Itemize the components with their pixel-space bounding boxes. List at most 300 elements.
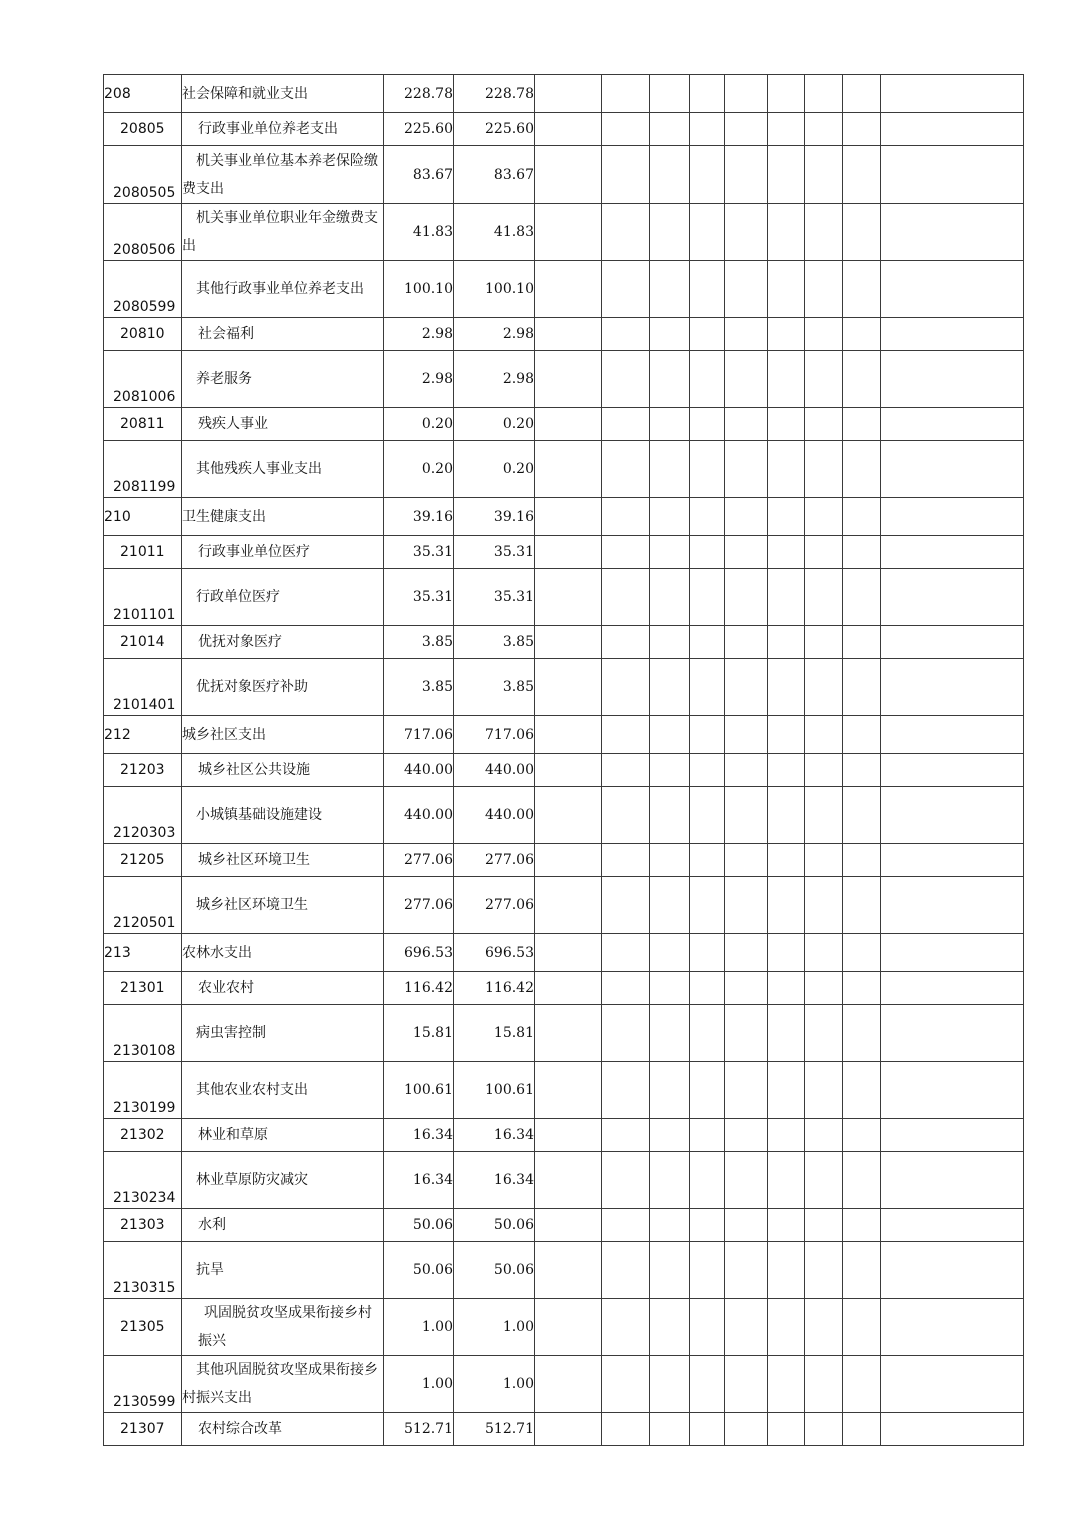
basic-amount-cell: 50.06 (454, 1209, 535, 1242)
empty-cell (881, 318, 1024, 351)
total-amount-cell: 1.00 (384, 1299, 454, 1356)
basic-amount-cell: 16.34 (454, 1152, 535, 1209)
empty-cell (805, 934, 843, 972)
subject-name-cell (182, 261, 384, 318)
empty-cell (650, 351, 690, 408)
total-amount-cell: 277.06 (384, 844, 454, 877)
basic-amount-cell: 50.06 (454, 1242, 535, 1299)
empty-cell (535, 318, 602, 351)
empty-cell (881, 716, 1024, 754)
empty-cell (843, 1152, 881, 1209)
total-amount-cell: 2.98 (384, 351, 454, 408)
empty-cell (535, 877, 602, 934)
table-row (104, 351, 1024, 408)
empty-cell (690, 146, 725, 204)
empty-cell (768, 1242, 805, 1299)
subject-code-cell: 2120303 (104, 787, 182, 844)
total-amount-cell: 41.83 (384, 204, 454, 261)
subject-name-cell (182, 754, 384, 787)
empty-cell (768, 318, 805, 351)
basic-amount-cell: 440.00 (454, 754, 535, 787)
empty-cell (650, 1119, 690, 1152)
empty-cell (602, 844, 650, 877)
subject-code-cell: 21307 (104, 1413, 182, 1446)
subject-name-cell (182, 1413, 384, 1446)
empty-cell (690, 441, 725, 498)
empty-cell (650, 261, 690, 318)
basic-amount-cell: 225.60 (454, 113, 535, 146)
empty-cell (725, 1242, 768, 1299)
empty-cell (602, 441, 650, 498)
empty-cell (602, 1299, 650, 1356)
empty-cell (602, 877, 650, 934)
empty-cell (805, 75, 843, 113)
subject-code-cell: 2130599 (104, 1356, 182, 1413)
total-amount-cell: 100.10 (384, 261, 454, 318)
subject-code-cell: 213 (104, 934, 182, 972)
subject-code-cell: 2130315 (104, 1242, 182, 1299)
empty-cell (805, 972, 843, 1005)
empty-cell (805, 113, 843, 146)
empty-cell (881, 408, 1024, 441)
empty-cell (602, 569, 650, 626)
empty-cell (690, 351, 725, 408)
empty-cell (650, 146, 690, 204)
empty-cell (843, 113, 881, 146)
empty-cell (602, 1152, 650, 1209)
empty-cell (725, 569, 768, 626)
subject-name-cell (182, 1209, 384, 1242)
empty-cell (768, 351, 805, 408)
empty-cell (602, 1209, 650, 1242)
empty-cell (881, 787, 1024, 844)
empty-cell (843, 1356, 881, 1413)
total-amount-cell: 100.61 (384, 1062, 454, 1119)
empty-cell (535, 1242, 602, 1299)
total-amount-cell: 440.00 (384, 787, 454, 844)
empty-cell (535, 1062, 602, 1119)
empty-cell (768, 1119, 805, 1152)
subject-code-cell: 21205 (104, 844, 182, 877)
empty-cell (768, 441, 805, 498)
subject-name-text: 农村综合改革 (198, 1421, 282, 1437)
empty-cell (690, 408, 725, 441)
table-row (104, 1356, 1024, 1413)
empty-cell (768, 716, 805, 754)
empty-cell (602, 1005, 650, 1062)
subject-name-text: 其他巩固脱贫攻坚成果衔接乡村振兴支出 (182, 1362, 378, 1406)
subject-name-text: 城乡社区支出 (182, 726, 266, 743)
empty-cell (805, 569, 843, 626)
total-amount-cell: 39.16 (384, 498, 454, 536)
empty-cell (805, 1152, 843, 1209)
subject-name-cell (182, 498, 384, 536)
empty-cell (725, 787, 768, 844)
subject-code-cell: 2081199 (104, 441, 182, 498)
empty-cell (843, 716, 881, 754)
table-row (104, 1152, 1024, 1209)
subject-name-cell (182, 204, 384, 261)
subject-code-cell: 2120501 (104, 877, 182, 934)
total-amount-cell: 0.20 (384, 408, 454, 441)
subject-code-cell: 21203 (104, 754, 182, 787)
empty-cell (602, 408, 650, 441)
empty-cell (725, 498, 768, 536)
total-amount-cell: 50.06 (384, 1242, 454, 1299)
empty-cell (768, 408, 805, 441)
basic-amount-cell: 35.31 (454, 569, 535, 626)
subject-name-text: 社会福利 (198, 326, 254, 342)
total-amount-cell: 35.31 (384, 536, 454, 569)
subject-name-text: 优抚对象医疗补助 (196, 679, 308, 695)
empty-cell (690, 1299, 725, 1356)
empty-cell (805, 204, 843, 261)
subject-code-cell: 212 (104, 716, 182, 754)
empty-cell (881, 626, 1024, 659)
subject-name-text: 农业农村 (198, 980, 254, 996)
empty-cell (725, 536, 768, 569)
total-amount-cell: 225.60 (384, 113, 454, 146)
empty-cell (535, 498, 602, 536)
empty-cell (690, 75, 725, 113)
empty-cell (535, 787, 602, 844)
empty-cell (881, 844, 1024, 877)
empty-cell (881, 536, 1024, 569)
empty-cell (725, 844, 768, 877)
basic-amount-cell: 1.00 (454, 1299, 535, 1356)
empty-cell (725, 626, 768, 659)
empty-cell (725, 1062, 768, 1119)
empty-cell (843, 204, 881, 261)
table-row (104, 934, 1024, 972)
basic-amount-cell: 39.16 (454, 498, 535, 536)
empty-cell (602, 536, 650, 569)
empty-cell (690, 1005, 725, 1062)
basic-amount-cell: 16.34 (454, 1119, 535, 1152)
subject-name-text: 林业草原防灾减灾 (196, 1172, 308, 1188)
total-amount-cell: 116.42 (384, 972, 454, 1005)
table-row (104, 498, 1024, 536)
empty-cell (725, 754, 768, 787)
subject-code-cell: 2081006 (104, 351, 182, 408)
table-row (104, 408, 1024, 441)
empty-cell (690, 569, 725, 626)
empty-cell (805, 318, 843, 351)
table-row (104, 1005, 1024, 1062)
subject-code-cell: 21303 (104, 1209, 182, 1242)
empty-cell (690, 261, 725, 318)
subject-name-text: 农林水支出 (182, 944, 252, 961)
empty-cell (602, 972, 650, 1005)
empty-cell (843, 75, 881, 113)
empty-cell (805, 408, 843, 441)
empty-cell (602, 1413, 650, 1446)
empty-cell (650, 1005, 690, 1062)
empty-cell (602, 113, 650, 146)
table-row (104, 626, 1024, 659)
empty-cell (881, 1209, 1024, 1242)
empty-cell (768, 1062, 805, 1119)
table-row (104, 659, 1024, 716)
basic-amount-cell: 0.20 (454, 441, 535, 498)
empty-cell (805, 1062, 843, 1119)
empty-cell (690, 1062, 725, 1119)
empty-cell (725, 1209, 768, 1242)
empty-cell (690, 787, 725, 844)
empty-cell (768, 659, 805, 716)
empty-cell (535, 1005, 602, 1062)
empty-cell (805, 1119, 843, 1152)
empty-cell (602, 1356, 650, 1413)
empty-cell (650, 75, 690, 113)
basic-amount-cell: 100.61 (454, 1062, 535, 1119)
empty-cell (650, 626, 690, 659)
empty-cell (881, 934, 1024, 972)
empty-cell (535, 146, 602, 204)
table-row (104, 146, 1024, 204)
empty-cell (805, 498, 843, 536)
subject-code-cell: 208 (104, 75, 182, 113)
empty-cell (805, 146, 843, 204)
budget-table (103, 74, 1024, 1446)
empty-cell (843, 787, 881, 844)
empty-cell (535, 351, 602, 408)
empty-cell (881, 146, 1024, 204)
subject-name-cell (182, 1152, 384, 1209)
empty-cell (535, 1356, 602, 1413)
empty-cell (805, 659, 843, 716)
subject-name-cell (182, 1356, 384, 1413)
empty-cell (725, 1413, 768, 1446)
empty-cell (535, 261, 602, 318)
empty-cell (650, 536, 690, 569)
empty-cell (768, 844, 805, 877)
subject-name-text: 其他残疾人事业支出 (196, 461, 322, 477)
empty-cell (881, 1062, 1024, 1119)
subject-name-cell (182, 1299, 384, 1356)
subject-name-text: 林业和草原 (198, 1127, 268, 1143)
subject-code-cell: 20805 (104, 113, 182, 146)
total-amount-cell: 3.85 (384, 659, 454, 716)
table-row (104, 716, 1024, 754)
empty-cell (768, 1005, 805, 1062)
empty-cell (805, 1209, 843, 1242)
empty-cell (768, 113, 805, 146)
empty-cell (690, 659, 725, 716)
empty-cell (881, 659, 1024, 716)
empty-cell (535, 569, 602, 626)
empty-cell (725, 318, 768, 351)
empty-cell (725, 972, 768, 1005)
empty-cell (843, 536, 881, 569)
empty-cell (650, 569, 690, 626)
total-amount-cell: 1.00 (384, 1356, 454, 1413)
empty-cell (843, 1209, 881, 1242)
empty-cell (535, 972, 602, 1005)
empty-cell (725, 877, 768, 934)
empty-cell (690, 754, 725, 787)
empty-cell (690, 716, 725, 754)
empty-cell (768, 536, 805, 569)
subject-code-cell: 2101401 (104, 659, 182, 716)
subject-code-cell: 21014 (104, 626, 182, 659)
empty-cell (725, 261, 768, 318)
subject-name-text: 机关事业单位职业年金缴费支出 (182, 210, 378, 254)
basic-amount-cell: 228.78 (454, 75, 535, 113)
empty-cell (650, 498, 690, 536)
total-amount-cell: 228.78 (384, 75, 454, 113)
table-row (104, 1413, 1024, 1446)
total-amount-cell: 3.85 (384, 626, 454, 659)
empty-cell (843, 972, 881, 1005)
subject-name-cell (182, 659, 384, 716)
empty-cell (843, 408, 881, 441)
empty-cell (690, 1152, 725, 1209)
empty-cell (725, 1119, 768, 1152)
total-amount-cell: 696.53 (384, 934, 454, 972)
subject-code-cell: 21301 (104, 972, 182, 1005)
basic-amount-cell: 440.00 (454, 787, 535, 844)
subject-name-cell (182, 569, 384, 626)
empty-cell (881, 1299, 1024, 1356)
empty-cell (690, 113, 725, 146)
empty-cell (650, 204, 690, 261)
empty-cell (725, 934, 768, 972)
empty-cell (535, 204, 602, 261)
basic-amount-cell: 2.98 (454, 318, 535, 351)
empty-cell (881, 1356, 1024, 1413)
subject-name-text: 小城镇基础设施建设 (196, 807, 322, 823)
total-amount-cell: 2.98 (384, 318, 454, 351)
empty-cell (725, 1299, 768, 1356)
basic-amount-cell: 83.67 (454, 146, 535, 204)
empty-cell (690, 972, 725, 1005)
basic-amount-cell: 277.06 (454, 844, 535, 877)
subject-name-text: 抗旱 (196, 1262, 224, 1278)
total-amount-cell: 512.71 (384, 1413, 454, 1446)
empty-cell (690, 204, 725, 261)
subject-code-cell: 2130199 (104, 1062, 182, 1119)
empty-cell (881, 204, 1024, 261)
empty-cell (768, 972, 805, 1005)
subject-name-text: 其他行政事业单位养老支出 (196, 281, 364, 297)
empty-cell (690, 877, 725, 934)
empty-cell (725, 441, 768, 498)
subject-name-text: 行政事业单位医疗 (198, 544, 310, 560)
empty-cell (843, 754, 881, 787)
basic-amount-cell: 277.06 (454, 877, 535, 934)
subject-name-cell (182, 1005, 384, 1062)
empty-cell (602, 261, 650, 318)
subject-name-cell (182, 1062, 384, 1119)
empty-cell (650, 934, 690, 972)
total-amount-cell: 0.20 (384, 441, 454, 498)
empty-cell (881, 569, 1024, 626)
subject-name-text: 城乡社区环境卫生 (198, 852, 310, 868)
empty-cell (881, 1413, 1024, 1446)
empty-cell (725, 716, 768, 754)
subject-code-cell: 210 (104, 498, 182, 536)
empty-cell (881, 754, 1024, 787)
total-amount-cell: 717.06 (384, 716, 454, 754)
table-row (104, 113, 1024, 146)
empty-cell (602, 787, 650, 844)
empty-cell (843, 441, 881, 498)
table-row (104, 1062, 1024, 1119)
empty-cell (843, 934, 881, 972)
subject-name-cell (182, 1119, 384, 1152)
empty-cell (602, 754, 650, 787)
subject-name-cell (182, 716, 384, 754)
empty-cell (690, 1242, 725, 1299)
basic-amount-cell: 2.98 (454, 351, 535, 408)
empty-cell (535, 441, 602, 498)
empty-cell (843, 1242, 881, 1299)
subject-code-cell: 2101101 (104, 569, 182, 626)
empty-cell (602, 934, 650, 972)
total-amount-cell: 16.34 (384, 1152, 454, 1209)
empty-cell (768, 75, 805, 113)
empty-cell (843, 146, 881, 204)
empty-cell (805, 536, 843, 569)
empty-cell (805, 1413, 843, 1446)
empty-cell (805, 844, 843, 877)
empty-cell (768, 754, 805, 787)
empty-cell (768, 787, 805, 844)
empty-cell (650, 1209, 690, 1242)
total-amount-cell: 277.06 (384, 877, 454, 934)
empty-cell (690, 1119, 725, 1152)
table-row (104, 441, 1024, 498)
empty-cell (881, 261, 1024, 318)
empty-cell (881, 441, 1024, 498)
empty-cell (535, 113, 602, 146)
empty-cell (843, 498, 881, 536)
empty-cell (881, 1242, 1024, 1299)
empty-cell (650, 1152, 690, 1209)
empty-cell (650, 1242, 690, 1299)
basic-amount-cell: 15.81 (454, 1005, 535, 1062)
empty-cell (535, 1209, 602, 1242)
empty-cell (805, 441, 843, 498)
empty-cell (843, 877, 881, 934)
empty-cell (690, 318, 725, 351)
empty-cell (650, 1356, 690, 1413)
empty-cell (602, 716, 650, 754)
subject-code-cell: 21305 (104, 1299, 182, 1356)
empty-cell (805, 716, 843, 754)
empty-cell (725, 75, 768, 113)
empty-cell (650, 844, 690, 877)
empty-cell (690, 626, 725, 659)
subject-name-text: 其他农业农村支出 (196, 1082, 308, 1098)
empty-cell (768, 569, 805, 626)
empty-cell (602, 498, 650, 536)
subject-name-text: 城乡社区环境卫生 (196, 897, 308, 913)
table-row (104, 1299, 1024, 1356)
empty-cell (690, 844, 725, 877)
table-row (104, 536, 1024, 569)
empty-cell (725, 204, 768, 261)
empty-cell (650, 716, 690, 754)
empty-cell (650, 972, 690, 1005)
empty-cell (602, 351, 650, 408)
table-row (104, 1119, 1024, 1152)
table-row (104, 844, 1024, 877)
subject-name-cell (182, 626, 384, 659)
empty-cell (602, 1119, 650, 1152)
table-body (104, 75, 1024, 1446)
